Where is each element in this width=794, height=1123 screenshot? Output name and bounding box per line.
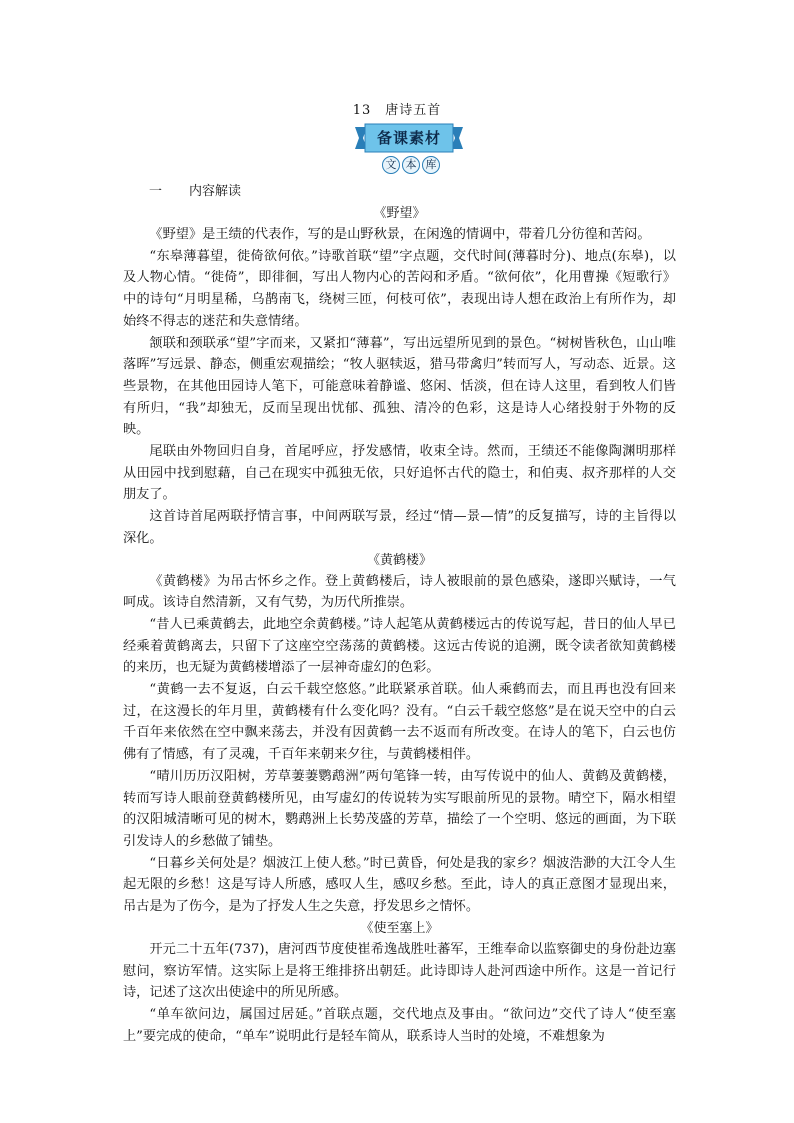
paragraph: 《黄鹤楼》为吊古怀乡之作。登上黄鹤楼后，诗人被眼前的景色感染，遂即兴赋诗，一气呵成。该诗自然清新，又有气势，为历代所推崇。	[123, 573, 676, 611]
paragraph: 尾联由外物回归自身，首尾呼应，抒发感情，收束全诗。然而，王绩还不能像陶渊明那样从田园中找到慰藉，自己在现实中孤独无依，只好追怀古代的隐士，和伯夷、叔齐那样的人交朋友了。	[123, 444, 676, 503]
section-title: 内容解读	[189, 184, 242, 199]
paragraph: 颔联和颈联承“望”字而来，又紧扣“薄暮”，写出远望所见到的景色。“树树皆秋色，山山唯落晖”写远景、静态，侧重宏观描绘；“牧人驱犊返，猎马带禽归”转而写人，写动态、近景。这些景物，在其他田园诗人笔下，可能意味着静谧、悠闲、恬淡，但在诗人这里，看到牧人们皆有所归，“我”却独无，反而呈现出忧郁、孤独、清冷的色彩，这是诗人心绪投射于外物的反映。	[123, 335, 676, 438]
paragraph: “昔人已乘黄鹤去，此地空余黄鹤楼。”诗人起笔从黄鹤楼远古的传说写起，昔日的仙人早已经乘着黄鹤离去，只留下了这座空空荡荡的黄鹤楼。这远古传说的追溯，既令读者欲知黄鹤楼的来历，也无疑为黄鹤楼增添了一层神奇虚幻的色彩。	[123, 616, 676, 676]
paragraph: 《野望》是王绩的代表作，写的是山野秋景，在闲逸的情调中，带着几分彷徨和苦闷。	[149, 227, 651, 242]
banner-label: 备课素材	[376, 129, 441, 147]
paragraph: “晴川历历汉阳树，芳草萋萋鹦鹉洲”两句笔锋一转，由写传说中的仙人、黄鹤及黄鹤楼，转而写诗人眼前登黄鹤楼所见，由写虚幻的传说转为实写眼前所见的景物。晴空下，隔水相望的汉阳城清晰可见的树木，鹦鹉洲上长势茂盛的芳草，描绘了一个空明、悠远的画面，为下联引发诗人的乡愁做了铺垫。	[123, 768, 676, 849]
paragraph: “黄鹤一去不复返，白云千载空悠悠。”此联紧承首联。仙人乘鹤而去，而且再也没有回来过，在这漫长的年月里，黄鹤楼有什么变化吗？没有。“白云千载空悠悠”是在说天空中的白云千百年来依然在空中飘来荡去，并没有因黄鹤一去不返而有所改变。在诗人的笔下，白云也仿佛有了情感，有了灵魂，千百年来朝来夕往，与黄鹤楼相伴。	[123, 682, 676, 763]
poem-title-yewang: 《野望》	[373, 206, 426, 221]
paragraph: “东皋薄暮望，徙倚欲何依。”诗歌首联“望”字点题，交代时间(薄暮时分)、地点(东皋)，以及人物心情。“徙倚”，即徘徊，写出人物内心的苦闷和矛盾。“欲何依”，化用曹操《短歌行》中的诗句“月明星稀，乌鹊南飞，绕树三匝，何枝可依”，表现出诗人想在政治上有所作为，却始终不得志的迷茫和失意情绪。	[123, 248, 676, 329]
library-char: 本	[402, 156, 420, 174]
text-library-badge	[382, 156, 440, 174]
poem-title-huanghelou: 《黄鹤楼》	[366, 552, 432, 568]
paragraph: 这首诗首尾两联抒情言事，中间两联写景，经过“情—景—情”的反复描写，诗的主旨得以深化。	[123, 509, 676, 546]
lesson-title: 13 唐诗五首	[352, 103, 442, 118]
paragraph: “单车欲问边，属国过居延。”首联点题，交代地点及事由。“欲问边”交代了诗人“使至塞上”要完成的使命，“单车”说明此行是轻车简从，联系诗人当时的处境，不难想象为	[123, 1006, 676, 1044]
prep-material-banner	[355, 123, 463, 153]
section-number: 一	[149, 184, 163, 199]
poem-title-shizhisaishang: 《使至塞上》	[360, 920, 439, 936]
paragraph: 开元二十五年(737)，唐河西节度使崔希逸战胜吐蕃军，王维奉命以监察御史的身份赴边塞慰问，察访军情。这实际上是将王维排挤出朝廷。此诗即诗人赴河西途中所作。这是一首记行诗，记述了这次出使途中的所见所感。	[123, 941, 676, 1001]
main-content	[123, 181, 676, 1047]
library-char: 库	[422, 156, 440, 174]
library-char: 文	[382, 156, 400, 174]
paragraph: “日暮乡关何处是？烟波江上使人愁。”时已黄昏，何处是我的家乡？烟波浩渺的大江令人生起无限的乡愁！这是写诗人所感，感叹人生，感叹乡愁。至此，诗人的真正意图才显现出来，吊古是为了伤今，是为了抒发人生之失意，抒发思乡之情怀。	[123, 855, 676, 915]
section-heading	[149, 181, 676, 203]
